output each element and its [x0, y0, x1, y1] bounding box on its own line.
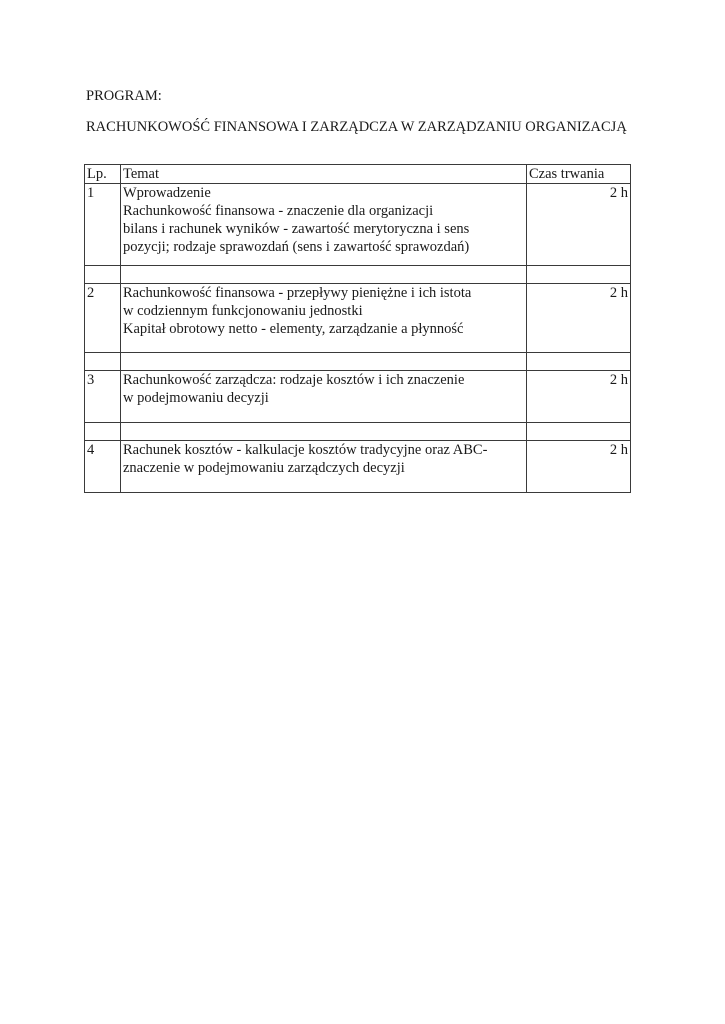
spacer-cell — [121, 266, 527, 284]
row-duration: 2 h — [527, 184, 631, 266]
spacer-cell — [121, 423, 527, 441]
topic-line: Rachunkowość finansowa - znaczenie dla organizacji — [123, 203, 434, 219]
table-row — [85, 371, 631, 423]
table-row — [85, 184, 631, 266]
spacer-cell — [85, 423, 121, 441]
spacer-row — [85, 353, 631, 371]
topic-line: w podejmowaniu decyzji — [123, 390, 269, 406]
row-duration: 2 h — [527, 441, 631, 493]
topic-line: bilans i rachunek wyników - zawartość merytoryczna i sens — [123, 221, 470, 237]
row-topic — [121, 371, 527, 423]
spacer-cell — [85, 353, 121, 371]
topic-line: pozycji; rodzaje sprawozdań (sens i zawartość sprawozdań) — [123, 239, 470, 255]
row-duration: 2 h — [527, 371, 631, 423]
table-row — [85, 441, 631, 493]
spacer-row — [85, 423, 631, 441]
topic-line: Rachunkowość zarządcza: rodzaje kosztów i ich znaczenie — [123, 372, 465, 388]
spacer-cell — [121, 353, 527, 371]
table-header-row — [85, 165, 631, 184]
table-row — [85, 284, 631, 353]
row-topic — [121, 184, 527, 266]
topic-line: znaczenie w podejmowaniu zarządczych decyzji — [123, 460, 405, 476]
header-lp: Lp. — [85, 165, 121, 184]
header-duration: Czas trwania — [527, 165, 631, 184]
program-label: PROGRAM: — [86, 88, 162, 104]
spacer-cell — [527, 266, 631, 284]
topic-line: Kapitał obrotowy netto - elementy, zarządzanie a płynność — [123, 321, 464, 337]
row-topic — [121, 441, 527, 493]
document-title: RACHUNKOWOŚĆ FINANSOWA I ZARZĄDCZA W ZARZĄDZANIU ORGANIZACJĄ — [86, 119, 627, 135]
program-table — [84, 164, 631, 493]
topic-line: w codziennym funkcjonowaniu jednostki — [123, 303, 363, 319]
row-duration: 2 h — [527, 284, 631, 353]
row-number: 3 — [85, 371, 121, 423]
spacer-cell — [527, 353, 631, 371]
row-number: 4 — [85, 441, 121, 493]
spacer-cell — [527, 423, 631, 441]
topic-line: Rachunkowość finansowa - przepływy pieniężne i ich istota — [123, 285, 472, 301]
topic-line: Wprowadzenie — [123, 185, 211, 201]
spacer-row — [85, 266, 631, 284]
row-topic — [121, 284, 527, 353]
row-number: 2 — [85, 284, 121, 353]
topic-line: Rachunek kosztów - kalkulacje kosztów tradycyjne oraz ABC- — [123, 442, 488, 458]
row-number: 1 — [85, 184, 121, 266]
spacer-cell — [85, 266, 121, 284]
header-topic: Temat — [121, 165, 527, 184]
